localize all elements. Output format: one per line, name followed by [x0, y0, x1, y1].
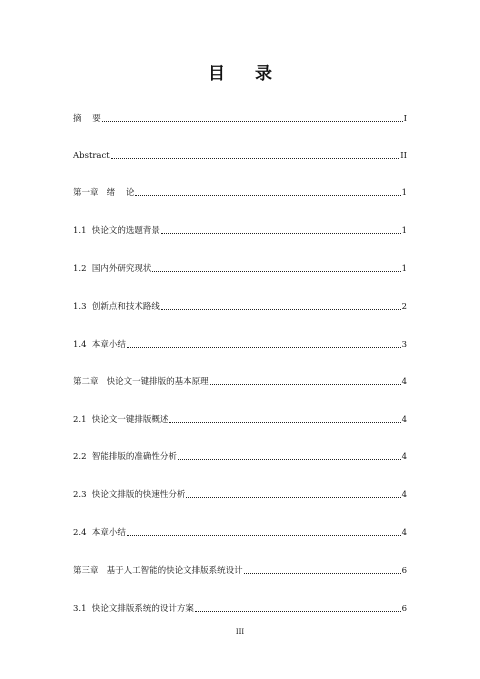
toc-entry-page: 4	[401, 528, 407, 538]
toc-entry-page: 3	[401, 340, 407, 350]
dot-leader	[161, 233, 401, 234]
toc-entry-label: 第二章 快论文一键排版的基本原理	[73, 377, 209, 387]
toc-entry-label: 1.3 创新点和技术路线	[73, 302, 160, 312]
toc-entry-page: 4	[401, 377, 407, 387]
dot-leader	[169, 422, 400, 423]
toc-entry-page: 1	[401, 188, 407, 198]
dot-leader	[152, 271, 400, 272]
toc-entry-page: 4	[401, 490, 407, 500]
dot-leader	[135, 195, 400, 196]
dot-leader	[195, 611, 401, 612]
toc-entry-chapter-1[interactable]	[73, 184, 407, 198]
toc-entry-label: 摘 要	[73, 114, 101, 124]
dot-leader	[127, 535, 401, 536]
toc-entry-label: 第一章 绪 论	[73, 188, 135, 198]
toc-entry-page: II	[400, 151, 407, 161]
toc-entry-label: 3.1 快论文排版系统的设计方案	[73, 604, 194, 614]
dot-leader	[244, 573, 401, 574]
dot-leader	[127, 347, 401, 348]
toc-entry-page: 2	[401, 302, 407, 312]
toc-entry-page: 6	[401, 604, 407, 614]
toc-entry-label: 2.3 快论文排版的快速性分析	[73, 490, 186, 500]
toc-entry-section-2-4[interactable]	[73, 524, 407, 538]
dot-leader	[210, 384, 401, 385]
dot-leader	[178, 459, 401, 460]
dot-leader	[161, 309, 401, 310]
toc-entry-section-2-2[interactable]	[73, 448, 407, 462]
dot-leader	[111, 158, 400, 159]
toc-entry-page: 1	[401, 226, 407, 236]
toc-entry-section-3-1[interactable]	[73, 600, 407, 614]
toc-heading: 目 录	[208, 64, 284, 84]
toc-entry-label: 1.2 国内外研究现状	[73, 264, 152, 274]
toc-entry-section-1-4[interactable]	[73, 336, 407, 350]
toc-entry-page: I	[403, 114, 407, 124]
toc-entry-page: 4	[401, 452, 407, 462]
toc-entry-label: 1.1 快论文的选题背景	[73, 226, 160, 236]
toc-entry-label: 2.2 智能排版的准确性分析	[73, 452, 177, 462]
toc-entry-label: Abstract	[73, 151, 110, 161]
toc-entry-chapter-2[interactable]	[73, 373, 407, 387]
dot-leader	[186, 497, 400, 498]
toc-entry-section-1-2[interactable]	[73, 260, 407, 274]
toc-entry-label: 1.4 本章小结	[73, 340, 126, 350]
dot-leader	[102, 121, 403, 122]
toc-entry-section-1-3[interactable]	[73, 298, 407, 312]
toc-entry-page: 6	[401, 566, 407, 576]
toc-entry-abstract-cn[interactable]	[73, 110, 407, 124]
toc-entry-label: 第三章 基于人工智能的快论文排版系统设计	[73, 566, 243, 576]
toc-entry-page: 1	[401, 264, 407, 274]
toc-entry-page: 4	[401, 415, 407, 425]
toc-entry-abstract-en[interactable]	[73, 147, 407, 161]
toc-entry-label: 2.1 快论文一键排版概述	[73, 415, 169, 425]
toc-entry-chapter-3[interactable]	[73, 562, 407, 576]
toc-entry-section-2-3[interactable]	[73, 486, 407, 500]
page-number: III	[235, 628, 245, 636]
toc-entry-section-1-1[interactable]	[73, 222, 407, 236]
toc-entry-section-2-1[interactable]	[73, 411, 407, 425]
toc-entry-label: 2.4 本章小结	[73, 528, 126, 538]
